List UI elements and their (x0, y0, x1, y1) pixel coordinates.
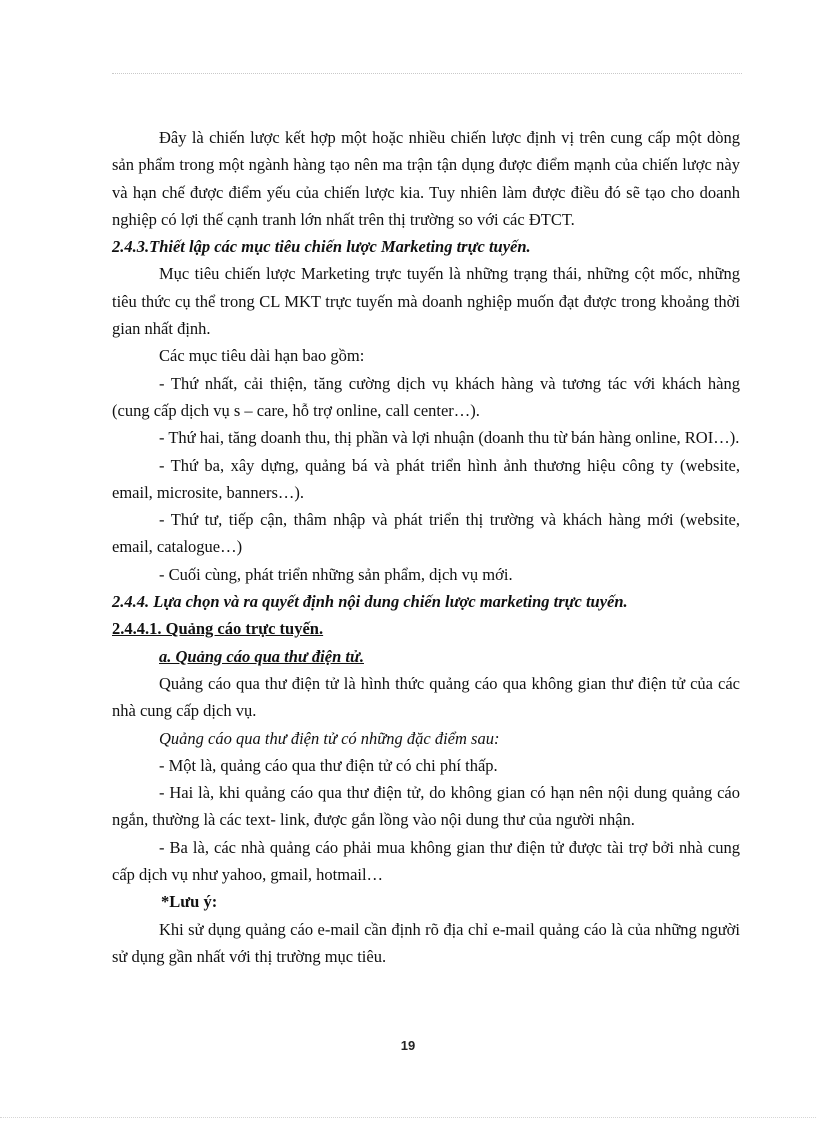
heading-2-4-3: 2.4.3.Thiết lập các mục tiêu chiến lược Marketing trực tuyến. (112, 237, 531, 257)
note-label: *Lưu ý: (161, 892, 218, 912)
footer-rule (0, 1117, 816, 1118)
document-body (112, 124, 740, 970)
heading-2-4-4-1: 2.4.4.1. Quảng cáo trực tuyến. (112, 619, 324, 639)
list-item-feature-3: - Ba là, các nhà quảng cáo phải mua không gian thư điện tử được tài trợ bởi nhà cung cấp dịch vụ như yahoo, gmail, hotmail… (112, 837, 740, 885)
list-item-feature-2: - Hai là, khi quảng cáo qua thư điện tử, do không gian có hạn nên nội dung quảng cáo ngắn, thường là các text- link, được gắn lồng vào nội dung thư của người nhận. (112, 783, 740, 830)
paragraph-email-ads-definition: Quảng cáo qua thư điện tử là hình thức quảng cáo qua không gian thư điện tử của các nhà cung cấp dịch vụ. (112, 673, 740, 721)
header-rule (112, 73, 742, 74)
list-item-goal-1: - Thứ nhất, cải thiện, tăng cường dịch vụ khách hàng và tương tác với khách hàng (cung cấp dịch vụ s – care, hỗ trợ online, call center…). (112, 373, 740, 420)
paragraph-objectives-definition: Mục tiêu chiến lược Marketing trực tuyến là những trạng thái, những cột mốc, những tiêu thức cụ thể trong CL MKT trực tuyến mà doanh nghiệp muốn đạt được trong khoảng thời gian nhất định. (112, 264, 740, 339)
list-item-goal-2: - Thứ hai, tăng doanh thu, thị phần và lợi nhuận (doanh thu từ bán hàng online, ROI…). (159, 428, 740, 448)
paragraph-note: Khi sử dụng quảng cáo e-mail cần định rõ địa chỉ e-mail quảng cáo là của những người sử dụng gần nhất với thị trường mục tiêu. (112, 919, 740, 966)
paragraph-positioning-strategy: Đây là chiến lược kết hợp một hoặc nhiều chiến lược định vị trên cung cấp một dòng sản phẩm trong một ngành hàng tạo nên ma trận tận dụng được điểm mạnh của chiến lược này và hạn chế được điểm yếu của chiến lược kia. Tuy nhiên làm được điều đó sẽ tạo cho doanh nghiệp có lợi thế cạnh tranh lớn nhất trên thị trường so với các ĐTCT. (112, 128, 740, 229)
list-item-feature-1: - Một là, quảng cáo qua thư điện tử có chi phí thấp. (159, 755, 498, 775)
paragraph-long-term-goals: Các mục tiêu dài hạn bao gồm: (159, 346, 365, 366)
list-item-goal-4: - Thứ tư, tiếp cận, thâm nhập và phát triển thị trường và khách hàng mới (website, email, catalogue…) (112, 510, 740, 557)
list-item-goal-3: - Thứ ba, xây dựng, quảng bá và phát triển hình ảnh thương hiệu công ty (website, email, microsite, banners…). (112, 455, 740, 502)
heading-2-4-4: 2.4.4. Lựa chọn và ra quyết định nội dung chiến lược marketing trực tuyến. (112, 592, 628, 612)
paragraph-email-ads-features: Quảng cáo qua thư điện tử có những đặc điểm sau: (159, 728, 500, 748)
list-item-goal-5: - Cuối cùng, phát triển những sản phẩm, dịch vụ mới. (159, 564, 513, 584)
subheading-email-ads: a. Quảng cáo qua thư điện tử. (159, 646, 364, 666)
page-number: 19 (400, 1038, 416, 1053)
